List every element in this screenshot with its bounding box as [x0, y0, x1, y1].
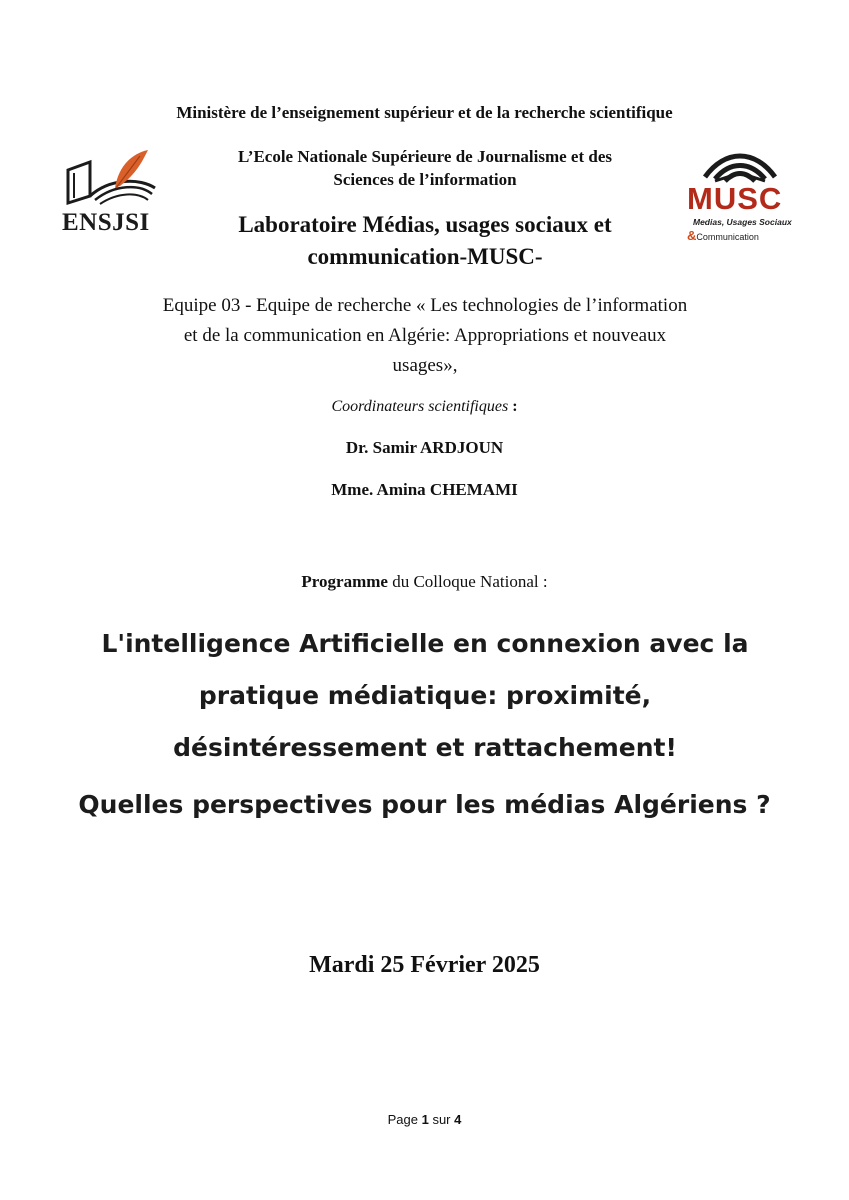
program-label-rest: du Colloque National :	[387, 572, 548, 591]
musc-logo-text: MUSC	[687, 181, 783, 216]
footer-page-total: 4	[454, 1112, 462, 1127]
team-line3: usages»,	[392, 355, 458, 376]
team-line1: Equipe 03 - Equipe de recherche « Les technologies de l’information	[162, 295, 688, 316]
colloquium-question: Quelles perspectives pour les médias Algériens ?	[78, 790, 771, 819]
program-label-bold: Programme	[301, 572, 388, 591]
musc-logo-subtitle: Medias, Usages Sociaux	[693, 217, 792, 227]
footer-sur-word: sur	[428, 1112, 455, 1127]
footer-page-word: Page	[387, 1112, 422, 1127]
page-footer	[0, 1112, 849, 1127]
school-name-line2: Sciences de l’information	[333, 170, 517, 189]
title-line2: pratique médiatique: proximité,	[198, 681, 652, 710]
ensjsi-logo-text: ENSJSI	[62, 209, 150, 236]
team-line2: et de la communication en Algérie: Appropriations et nouveaux	[183, 325, 667, 346]
school-name-line1: L’Ecole Nationale Supérieure de Journalisme et des	[238, 147, 612, 166]
coordinator-2: Mme. Amina CHEMAMI	[331, 480, 518, 499]
ampersand: &	[687, 228, 697, 243]
ministry-heading: Ministère de l’enseignement supérieur et de la recherche scientifique	[176, 103, 673, 122]
footer-page-number: 1	[421, 1112, 429, 1127]
colloquium-title	[60, 618, 790, 774]
coordinators-label-text: Coordinateurs scientifiques	[331, 398, 509, 415]
quill-book-icon	[60, 148, 170, 210]
lab-name	[170, 209, 680, 273]
musc-logo-subtitle-2	[687, 228, 759, 243]
coordinator-1: Dr. Samir ARDJOUN	[345, 438, 504, 457]
event-date: Mardi 25 Février 2025	[309, 952, 540, 978]
title-line1: L'intelligence Artificielle en connexion avec la	[101, 629, 749, 658]
wifi-book-icon	[685, 141, 790, 183]
lab-name-line2: communication-MUSC-	[307, 244, 543, 269]
program-label	[0, 572, 849, 592]
musc-logo-communication: Communication	[696, 232, 759, 242]
coordinators-colon: :	[508, 398, 518, 415]
title-line3: désintéressement et rattachement!	[173, 733, 677, 762]
team-description	[100, 291, 750, 381]
coordinators-label	[0, 398, 849, 416]
ensjsi-logo	[60, 148, 170, 243]
musc-logo	[685, 141, 790, 241]
lab-name-line1: Laboratoire Médias, usages sociaux et	[238, 212, 612, 237]
school-name	[190, 145, 660, 191]
